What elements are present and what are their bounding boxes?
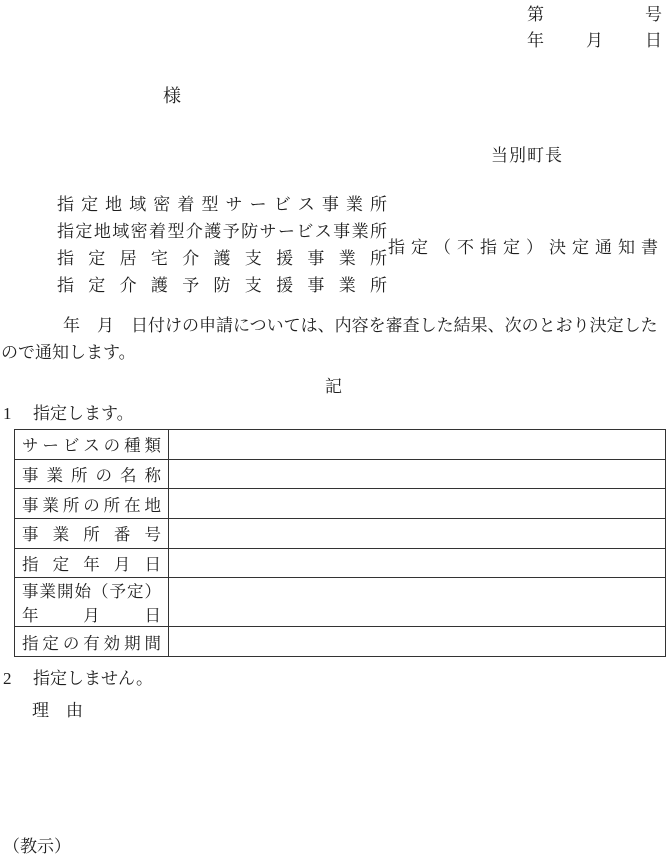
section-2-label: 指定しません。 bbox=[33, 669, 154, 688]
row-value-cell bbox=[169, 489, 666, 519]
row-label: 指定年月日 bbox=[22, 555, 161, 575]
body-paragraph: 年 月 日付けの申請については、内容を審査した結果、次のとおり決定したので通知します。 bbox=[1, 316, 658, 362]
row-label-cell bbox=[15, 519, 169, 549]
row-label: 事業所の名称 bbox=[22, 466, 161, 486]
reference-block bbox=[527, 2, 662, 54]
date-month-label: 月 bbox=[586, 31, 603, 50]
date-day-label: 日 bbox=[645, 31, 662, 50]
office-type-item: 指定介護予防支援事業所 bbox=[57, 276, 387, 295]
row-value-cell bbox=[169, 430, 666, 460]
section-1-label: 指定します。 bbox=[33, 404, 134, 423]
row-label-cell bbox=[15, 489, 169, 519]
section-2-heading bbox=[3, 665, 153, 692]
date-line bbox=[527, 28, 662, 54]
office-type-item: 指定居宅介護支援事業所 bbox=[57, 249, 387, 268]
row-label-cell bbox=[15, 578, 169, 627]
table-row bbox=[15, 548, 666, 578]
sender-title: 当別町長 bbox=[491, 146, 563, 165]
table-row bbox=[15, 627, 666, 657]
reason-label: 理 由 bbox=[32, 701, 83, 720]
row-label: 事業所の所在地 bbox=[22, 495, 161, 515]
record-marker: 記 bbox=[325, 377, 342, 396]
row-value-cell bbox=[169, 627, 666, 657]
section-1-heading bbox=[3, 400, 134, 427]
ref-prefix: 第 bbox=[527, 5, 544, 24]
footer-note: （教示） bbox=[3, 837, 71, 856]
reference-number-line bbox=[527, 2, 662, 28]
row-value-cell bbox=[169, 578, 666, 627]
designation-table-wrapper bbox=[14, 429, 666, 657]
document-title: 指定（不指定）決定通知書 bbox=[388, 237, 658, 257]
row-label: 事業開始（予定）年月日 bbox=[22, 582, 161, 626]
office-type-item: 指定地域密着型介護予防サービス事業所 bbox=[57, 222, 387, 241]
designation-table bbox=[14, 429, 666, 657]
row-label: 事業所番号 bbox=[22, 525, 161, 545]
table-row bbox=[15, 489, 666, 519]
table-row bbox=[15, 430, 666, 460]
row-value-cell bbox=[169, 459, 666, 489]
row-value-cell bbox=[169, 519, 666, 549]
row-label-cell bbox=[15, 627, 169, 657]
ref-suffix: 号 bbox=[645, 5, 662, 24]
office-title-row bbox=[57, 191, 658, 299]
date-year-label: 年 bbox=[527, 31, 544, 50]
row-label-cell bbox=[15, 459, 169, 489]
row-label-cell bbox=[15, 548, 169, 578]
row-label: 指定の有効期間 bbox=[22, 633, 161, 653]
table-row bbox=[15, 578, 666, 627]
row-value-cell bbox=[169, 548, 666, 578]
table-row bbox=[15, 459, 666, 489]
addressee-honorific: 様 bbox=[163, 86, 181, 106]
office-type-item: 指定地域密着型サービス事業所 bbox=[57, 195, 387, 214]
office-type-list bbox=[57, 191, 387, 299]
row-label: サービスの種類 bbox=[22, 436, 161, 456]
section-1-number: 1 bbox=[3, 404, 12, 423]
section-2-number: 2 bbox=[3, 669, 12, 688]
table-row bbox=[15, 519, 666, 549]
row-label-cell bbox=[15, 430, 169, 460]
